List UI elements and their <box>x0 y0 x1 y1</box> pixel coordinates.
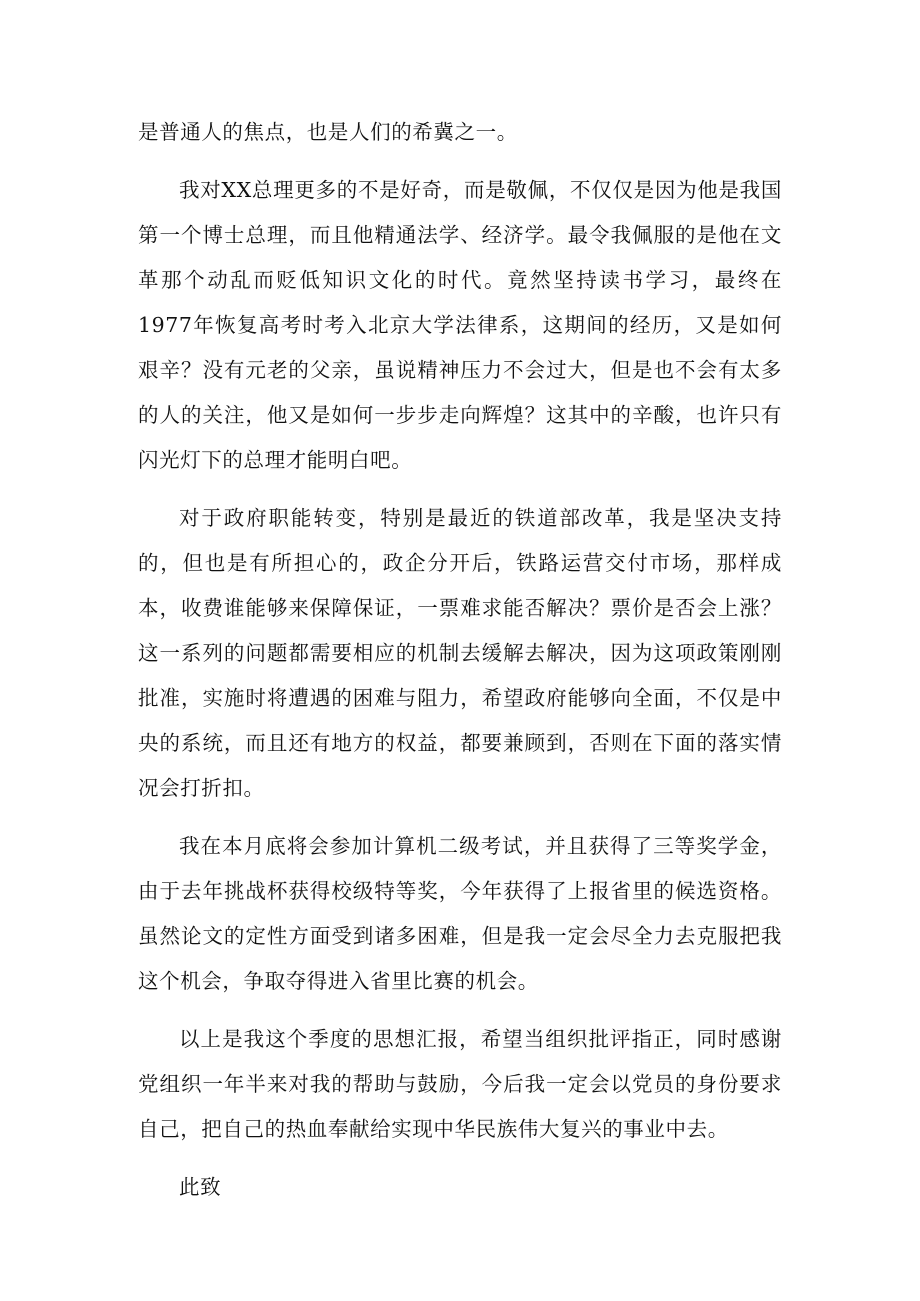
paragraph-continuation: 是普通人的焦点，也是人们的希冀之一。 <box>138 120 518 144</box>
paragraph-reform: 对于政府职能转变，特别是最近的铁道部改革，我是坚决支持的，但也是有所担心的，政企分开后，铁路运营交付市场，那样成本，收费谁能够来保障保证，一票难求能否解决？票价是否会上涨？这一系列的问题都需要相应的机制去缓解去解决，因为这项政策刚刚批准，实施时将遭遇的困难与阻力，希望政府能够向全面，不仅是中央的系统，而且还有地方的权益，都要兼顾到，否则在下面的落实情况会打折扣。 <box>138 506 782 800</box>
paragraph-conclusion: 以上是我这个季度的思想汇报，希望当组织批评指正，同时感谢党组织一年半来对我的帮助与鼓励，今后我一定会以党员的身份要求自己，把自己的热血奉献给实现中华民族伟大复兴的事业中去。 <box>138 1027 782 1141</box>
paragraph-exam: 我在本月底将会参加计算机二级考试，并且获得了三等奖学金，由于去年挑战杯获得校级特等奖，今年获得了上报省里的候选资格。虽然论文的定性方面受到诸多困难，但是我一定会尽全力去克服把我这个机会，争取夺得进入省里比赛的机会。 <box>138 834 782 993</box>
paragraph-premier: 我对XX总理更多的不是好奇，而是敬佩，不仅仅是因为他是我国第一个博士总理，而且他精通法学、经济学。最令我佩服的是他在文革那个动乱而贬低知识文化的时代。竟然坚持读书学习，最终在1977年恢复高考时考入北京大学法律系，这期间的经历，又是如何艰辛？没有元老的父亲，虽说精神压力不会过大，但是也不会有太多的人的关注，他又是如何一步步走向辉煌？这其中的辛酸，也许只有闪光灯下的总理才能明白吧。 <box>138 178 782 472</box>
document-page <box>138 110 782 1210</box>
closing-salutation: 此致 <box>179 1175 222 1199</box>
